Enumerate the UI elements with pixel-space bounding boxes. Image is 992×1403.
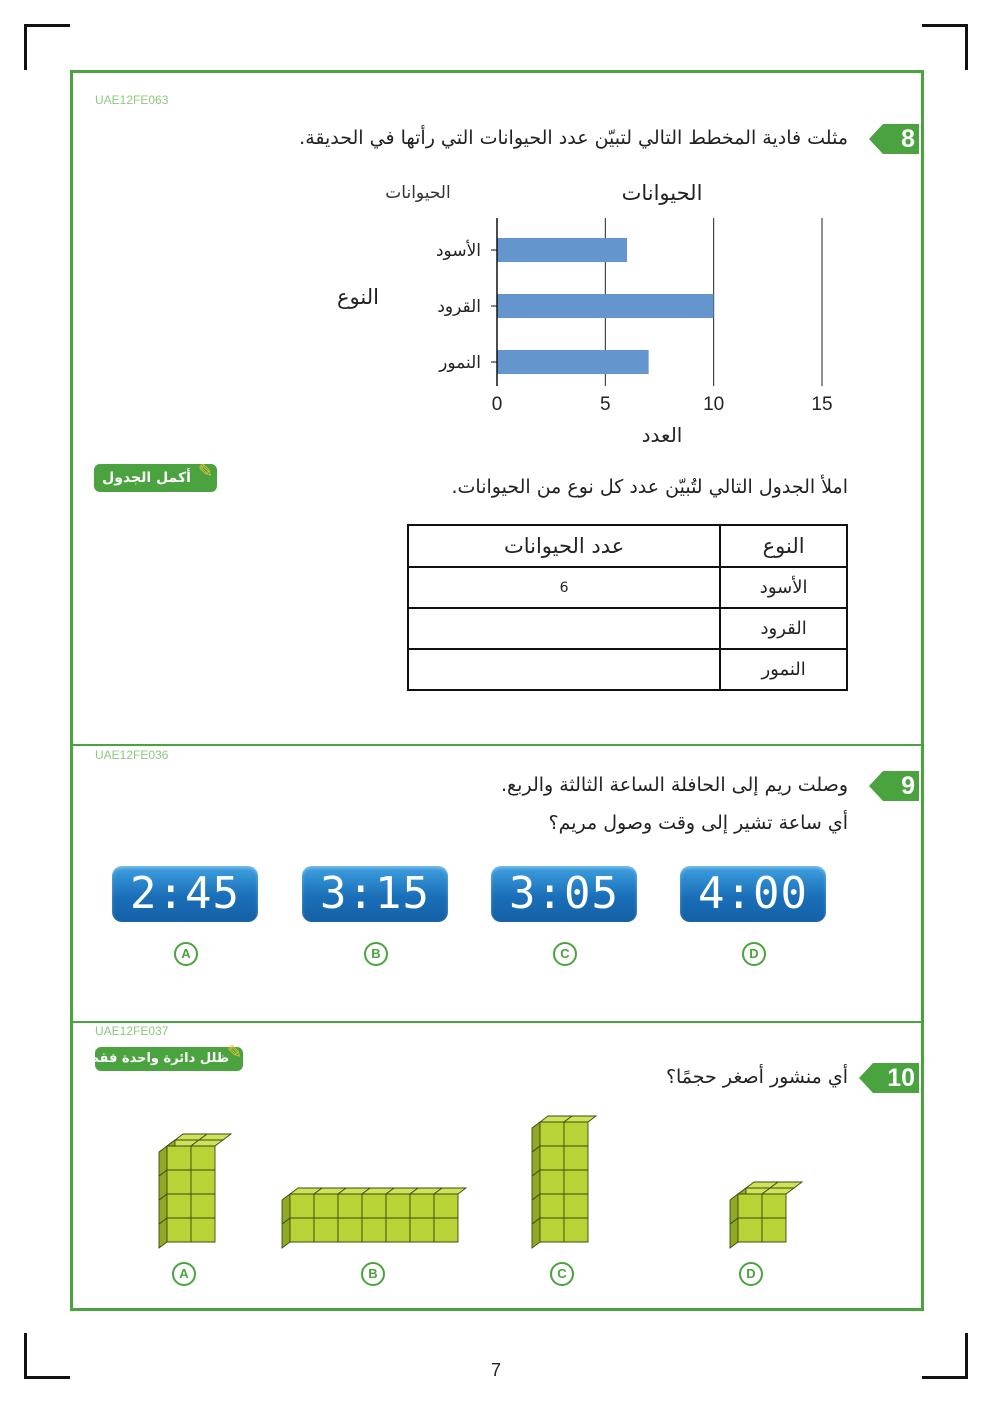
cube-front-face: [167, 1146, 191, 1170]
table-header-row: [408, 525, 847, 567]
row-count-cell[interactable]: [408, 608, 720, 649]
cube-front-face: [386, 1194, 410, 1218]
cube-front-face: [540, 1218, 564, 1242]
q8-code: UAE12FE063: [95, 93, 169, 107]
prism-options: [0, 1095, 992, 1255]
complete-table-label: أكمل الجدول: [102, 470, 191, 486]
chart-x-tick-label: 5: [600, 394, 611, 415]
q9-answer-b[interactable]: B: [364, 942, 388, 966]
page-number: 7: [490, 1360, 501, 1380]
cube-front-face: [167, 1194, 191, 1218]
cube-front-face: [410, 1218, 434, 1242]
chart-legend-label: الحيوانات: [385, 183, 451, 203]
q9-line1: وصلت ريم إلى الحافلة الساعة الثالثة والربع.: [501, 774, 848, 796]
q9-line2: أي ساعة تشير إلى وقت وصول مريم؟: [548, 812, 848, 834]
crop-mark-top-right-v: [965, 24, 968, 70]
q9-code: UAE12FE036: [95, 748, 169, 762]
row-type: القرود: [720, 608, 847, 649]
cube-front-face: [564, 1194, 588, 1218]
clock-option-c: 3:05: [491, 866, 637, 922]
header-type: النوع: [720, 525, 847, 567]
chart-bar: [497, 294, 714, 318]
q10-answer-d[interactable]: D: [739, 1262, 763, 1286]
table-row: [408, 608, 847, 649]
clock-option-d: 4:00: [680, 866, 826, 922]
q10-code: UAE12FE037: [95, 1024, 169, 1038]
cube-front-face: [564, 1122, 588, 1146]
cube-front-face: [167, 1218, 191, 1242]
table-row: [408, 649, 847, 690]
cube-front-face: [410, 1194, 434, 1218]
crop-mark-top-right-h: [922, 24, 968, 27]
cube-front-face: [191, 1146, 215, 1170]
cube-front-face: [167, 1170, 191, 1194]
row-count-cell[interactable]: 6: [408, 567, 720, 608]
cube-front-face: [191, 1218, 215, 1242]
cube-front-face: [338, 1218, 362, 1242]
cube-front-face: [564, 1218, 588, 1242]
shade-one-circle-badge: [85, 1042, 243, 1071]
q10-answer-a[interactable]: A: [172, 1262, 196, 1286]
cube-front-face: [762, 1194, 786, 1218]
chart-title: الحيوانات: [621, 181, 703, 205]
q10-number-badge: 10: [873, 1063, 919, 1093]
q9-number-badge: 9: [883, 771, 919, 801]
clock-option-b: 3:15: [302, 866, 448, 922]
chart-x-tick-label: 0: [491, 394, 503, 415]
pencil-icon: ✎: [227, 1042, 243, 1063]
row-count-cell[interactable]: [408, 649, 720, 690]
chart-category-label: النمور: [439, 353, 481, 373]
cube-front-face: [386, 1218, 410, 1242]
chart-bar: [497, 350, 649, 374]
chart-ylabel: النوع: [337, 285, 379, 309]
chart-xlabel: العدد: [641, 423, 683, 447]
cube-front-face: [564, 1146, 588, 1170]
cube-front-face: [434, 1218, 458, 1242]
q10-prompt: أي منشور أصغر حجمًا؟: [665, 1066, 848, 1088]
cube-front-face: [738, 1218, 762, 1242]
q10-answer-b[interactable]: B: [361, 1262, 385, 1286]
animal-count-table: [407, 524, 848, 691]
q10-answer-c[interactable]: C: [550, 1262, 574, 1286]
cube-front-face: [290, 1218, 314, 1242]
section-divider-2: [70, 1021, 921, 1023]
bar-chart: [300, 170, 860, 460]
chart-bar: [497, 238, 627, 262]
chart-x-tick-label: 15: [811, 394, 833, 415]
cube-front-face: [434, 1194, 458, 1218]
cube-front-face: [191, 1170, 215, 1194]
chart-category-label: القرود: [437, 297, 481, 317]
row-type: النمور: [720, 649, 847, 690]
cube-front-face: [314, 1218, 338, 1242]
pencil-icon: ✎: [198, 461, 214, 482]
cube-front-face: [540, 1194, 564, 1218]
table-row: [408, 567, 847, 608]
cube-front-face: [314, 1194, 338, 1218]
clock-option-a: 2:45: [112, 866, 258, 922]
crop-mark-top-left-v: [24, 24, 27, 70]
cube-front-face: [362, 1194, 386, 1218]
cube-front-face: [738, 1194, 762, 1218]
cube-front-face: [540, 1146, 564, 1170]
cube-front-face: [362, 1218, 386, 1242]
q9-answer-d[interactable]: D: [742, 942, 766, 966]
q9-answer-a[interactable]: A: [174, 942, 198, 966]
crop-mark-top-left-h: [24, 24, 70, 27]
q9-answer-c[interactable]: C: [553, 942, 577, 966]
chart-category-label: الأسود: [435, 241, 481, 261]
cube-front-face: [338, 1194, 362, 1218]
q8-number-badge: 8: [883, 124, 919, 154]
chart-x-tick-label: 10: [703, 394, 725, 415]
header-count: عدد الحيوانات: [408, 525, 720, 567]
cube-front-face: [564, 1170, 588, 1194]
section-divider-1: [70, 744, 921, 746]
cube-front-face: [191, 1194, 215, 1218]
q8-prompt: مثلت فادية المخطط التالي لتبيّن عدد الحيوانات التي رأتها في الحديقة.: [299, 127, 848, 149]
q8-instruction: املأ الجدول التالي لتُبيّن عدد كل نوع من الحيوانات.: [451, 476, 848, 498]
cube-front-face: [290, 1194, 314, 1218]
cube-front-face: [540, 1170, 564, 1194]
complete-table-badge: [94, 461, 217, 492]
cube-front-face: [540, 1122, 564, 1146]
shade-one-circle-label: ظلل دائرة واحدة فقط: [85, 1051, 229, 1066]
row-type: الأسود: [720, 567, 847, 608]
cube-front-face: [762, 1218, 786, 1242]
